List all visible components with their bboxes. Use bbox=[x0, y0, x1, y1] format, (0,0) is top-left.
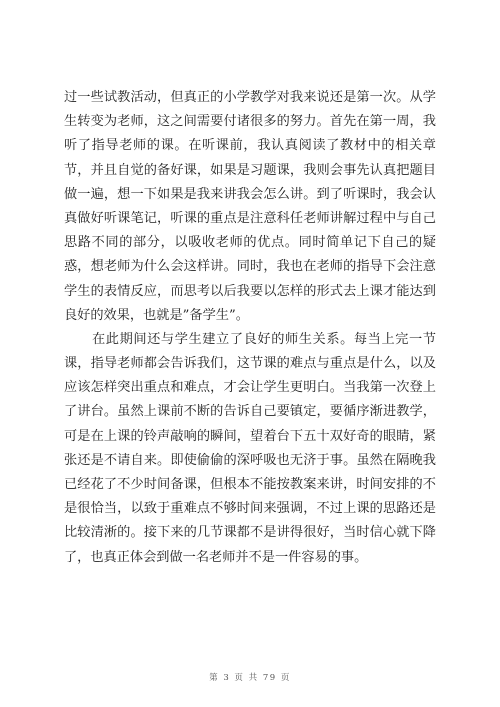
paragraph-2-line: 已经花了不少时间备课，但根本不能按教案来讲，时间安排的不 bbox=[64, 477, 436, 492]
paragraph-1-line: 思路不同的部分，以吸收老师的优点。同时简单记下自己的疑 bbox=[64, 235, 436, 251]
page-number-footer: 第 3 页 共 79 页 bbox=[209, 673, 291, 683]
paragraph-1-line: 真做好听课笔记，听课的重点是注意科任老师讲解过程中与自己 bbox=[64, 210, 436, 226]
paragraph-1-line: 节，并且自觉的备好课，如果是习题课，我则会事先认真把题目 bbox=[64, 162, 436, 178]
paragraph-2-line: 了，也真正体会到做一名老师并不是一件容易的事。 bbox=[64, 549, 368, 565]
paragraph-2-line: 课，指导老师都会告诉我们，这节课的难点与重点是什么，以及 bbox=[64, 356, 436, 372]
paragraph-2-line: 张还是不请自来。即使偷偷的深呼吸也无济于事。虽然在隔晚我 bbox=[64, 452, 436, 468]
body-text bbox=[64, 86, 436, 570]
paragraph-1-line: 惑，想老师为什么会这样讲。同时，我也在老师的指导下会注意 bbox=[64, 259, 436, 275]
paragraph-1-line: 良好的效果，也就是”备学生”。 bbox=[64, 307, 249, 323]
paragraph-1-line: 过一些试教活动，但真正的小学教学对我来说还是第一次。从学 bbox=[64, 90, 436, 105]
paragraph-2-line: 应该怎样突出重点和难点，才会让学生更明白。当我第一次登上 bbox=[64, 380, 436, 396]
paragraph-2-line: 比较清淅的。接下来的几节课都不是讲得很好，当时信心就下降 bbox=[64, 525, 436, 541]
paragraph-1-line: 学生的表情反应，而思考以后我要以怎样的形式去上课才能达到 bbox=[64, 283, 436, 299]
paragraph-1-line: 听了指导老师的课。在听课前，我认真阅读了教材中的相关章 bbox=[64, 138, 436, 154]
paragraph-2-line: 了讲台。虽然上课前不断的告诉自己要镇定，要循序渐进教学， bbox=[64, 404, 436, 420]
paragraph-2-line: 是很恰当，以致于重难点不够时间来强调，不过上课的思路还是 bbox=[64, 501, 436, 517]
paragraph-2-line: 在此期间还与学生建立了良好的师生关系。每当上完一节 bbox=[92, 331, 436, 347]
paragraph-1-line: 生转变为老师，这之间需要付诸很多的努力。首先在第一周，我 bbox=[64, 114, 436, 130]
paragraph-2-line: 可是在上课的铃声敲响的瞬间，望着台下五十双好奇的眼睛，紧 bbox=[64, 428, 436, 444]
paragraph-1-line: 做一遍，想一下如果是我来讲我会怎么讲。到了听课时，我会认 bbox=[64, 186, 436, 202]
